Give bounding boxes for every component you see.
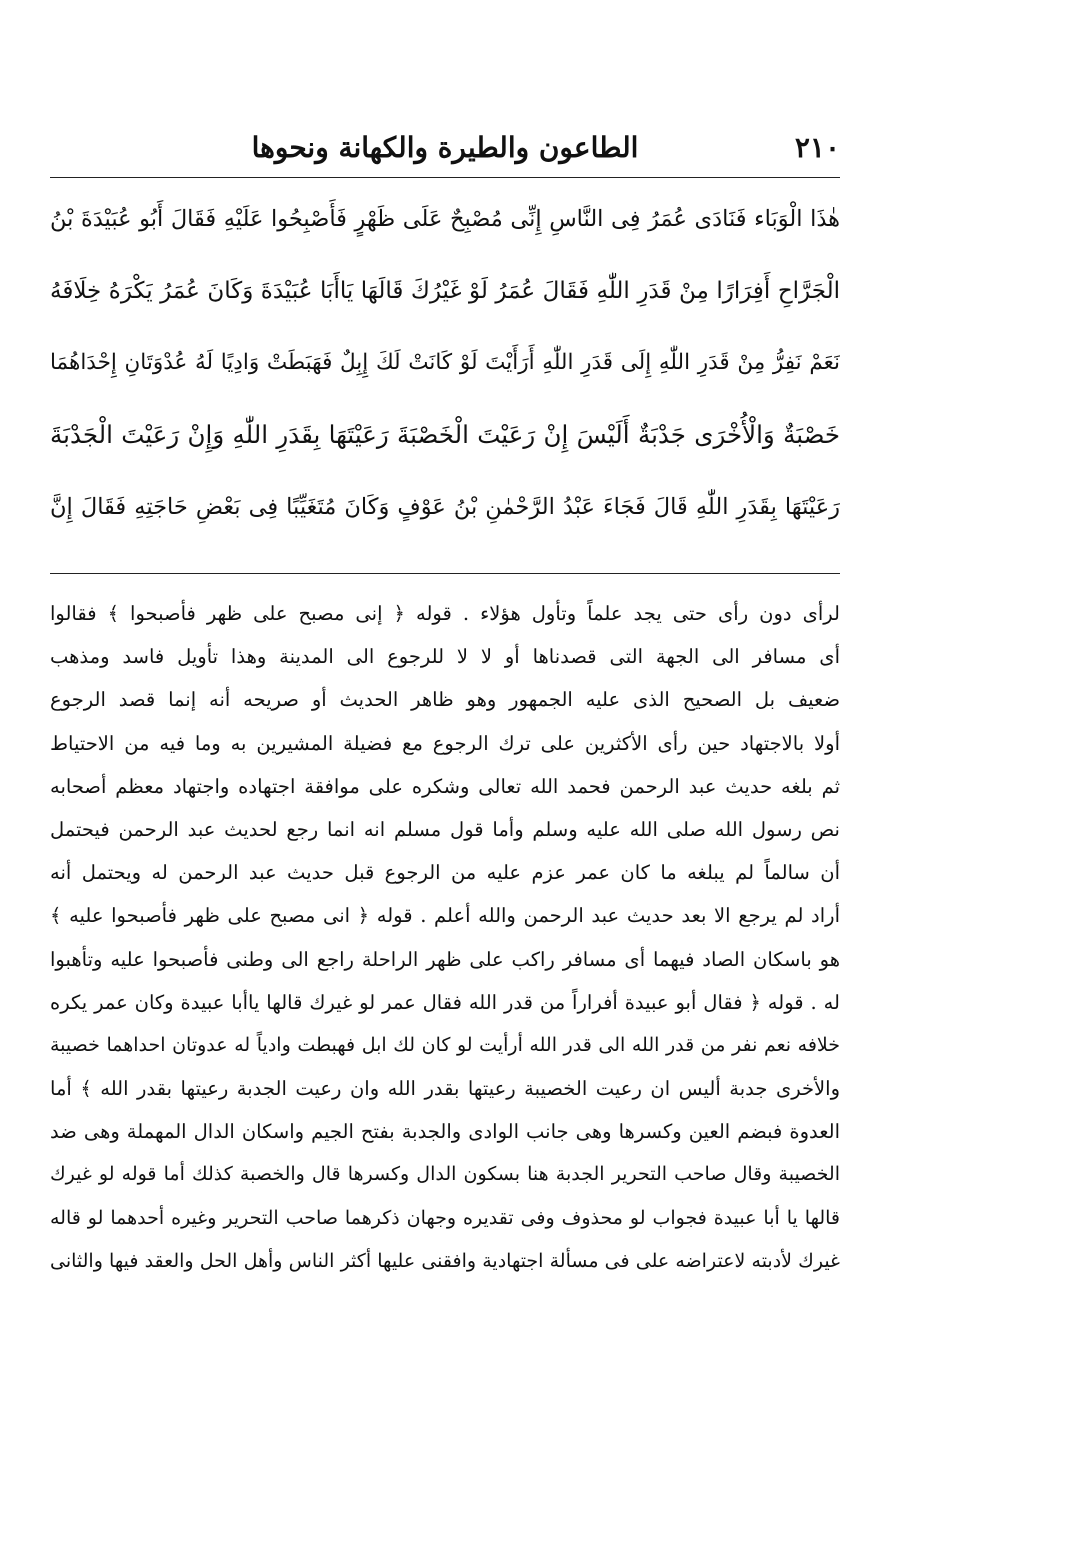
commentary-line: الخصيبة وقال صاحب التحرير الجدبة هنا بسكون الدال وكسرها قال والخصبة كذلك أما قوله لو غيرك	[50, 1163, 840, 1186]
commentary-line: خلافه نعم نفر من قدر الله الى قدر الله أرأيت لو كان لك ابل فهبطت وادياً له عدوتان احداهما خصيبة	[50, 1033, 840, 1056]
hadith-main-text	[50, 183, 840, 543]
commentary-line: أن سالماً لم يبلغه ما كان عمر عزم عليه من الرجوع قبل حديث عبد الرحمن له ويحتمل أنه	[50, 861, 840, 885]
main-text-line: هٰذَا الْوَبَاء فَنَادَى عُمَرُ فِى النَّاسِ إِنِّى مُصْبِحٌ عَلَى ظَهْرٍ فَأَصْبِحُوا عَلَيْهِ فَقَالَ أَبُو عُبَيْدَةَ بْنُ	[50, 206, 840, 232]
main-text-line: نَعَمْ نَفِرُّ مِنْ قَدَرِ اللّٰهِ إِلَى قَدَرِ اللّٰهِ أَرَأَيْتَ لَوْ كَانَتْ لَكَ إِبِلٌ فَهَبَطَتْ وَادِيًا لَهُ عُدْوَتَانِ إِحْدَاهُمَا	[50, 350, 840, 375]
commentary-line: أولا بالاجتهاد حين رأى الأكثرين على ترك الرجوع مع فضيلة المشيرين به وما فيه من الاحتياط	[50, 731, 840, 755]
commentary-line: أى مسافر الى الجهة التى قصدناها أو لا لا للرجوع الى المدينة وهذا تأويل فاسد ومذهب	[50, 645, 840, 669]
running-header	[50, 118, 840, 174]
main-text-line: الْجَرَّاحِ أَفِرَارًا مِنْ قَدَرِ اللّٰهِ فَقَالَ عُمَرُ لَوْ غَيْرُكَ قَالَهَا يَاأَبَا عُبَيْدَةَ وَكَانَ عُمَرُ يَكْرَهُ خِلَافَهُ	[50, 278, 840, 304]
commentary-line: ثم بلغه حديث عبد الرحمن فحمد الله تعالى وشكره على موافقة اجتهاده واجتهاد معظم أصحابه	[50, 774, 840, 798]
commentary-line: العدوة فبضم العين وكسرها وهى جانب الوادى والجدبة بفتح الجيم واسكان الدال المهملة وهى ضد	[50, 1120, 840, 1144]
running-title: الطاعون والطيرة والكهانة ونحوها	[251, 131, 639, 164]
commentary-text	[50, 592, 840, 1283]
header-rule	[50, 177, 840, 178]
commentary-line: والأخرى جدبة أليس ان رعيت الخصيبة رعيتها بقدر الله وان رعيت الجدبة رعيتها بقدر الله ﴾ أما	[50, 1077, 840, 1101]
main-text-line: خَصْبَةٌ وَالْأُخْرَى جَدْبَةٌ أَلَيْسَ إِنْ رَعَيْتَ الْخَصْبَةَ رَعَيْتَهَا بِقَدَرِ اللّٰهِ وَإِنْ رَعَيْتَ الْجَدْبَةَ	[50, 420, 840, 449]
main-text-line: رَعَيْتَهَا بِقَدَرِ اللّٰهِ قَالَ فَجَاءَ عَبْدُ الرَّحْمٰنِ بْنُ عَوْفٍ وَكَانَ مُتَغَيِّبًا فِى بَعْضِ حَاجَتِهِ فَقَالَ إِنَّ	[50, 494, 840, 520]
commentary-line: نص رسول الله صلى الله عليه وسلم وأما قول مسلم انه انما رجع لحديث عبد الرحمن فيحتمل	[50, 817, 840, 841]
commentary-line: غيرك لأدبته لاعتراضه على فى مسألة اجتهادية وافقنى عليها أكثر الناس وأهل الحل والعقد فيها والثانى	[50, 1249, 840, 1272]
section-divider-rule	[50, 573, 840, 574]
commentary-line: أراد لم يرجع الا بعد حديث عبد الرحمن والله أعلم . قوله ﴿ انى مصبح على ظهر فأصبحوا عليه ﴾	[50, 904, 840, 928]
commentary-line: لرأى دون رأى حتى يجد علماً وتأول هؤلاء . قوله ﴿ إنى مصبح على ظهر فأصبحوا ﴾ فقالوا	[50, 602, 840, 625]
commentary-line: هو باسكان الصاد فيهما أى مسافر راكب على ظهر الراحلة راجع الى وطنى فأصبحوا عليه وتأهبوا	[50, 947, 840, 971]
page-number: ٢١٠	[794, 131, 840, 164]
commentary-line: ضعيف بل الصحيح الذى عليه الجمهور وهو ظاهر الحديث أو صريحه أنه إنما قصد الرجوع	[50, 688, 840, 712]
commentary-line: قالها يا أبا عبيدة فجواب لو محذوف وفى تقديره وجهان ذكرهما صاحب التحرير وغيره أحدهما لو قاله	[50, 1206, 840, 1229]
commentary-line: له . قوله ﴿ فقال أبو عبيدة أفراراً من قدر الله فقال عمر لو غيرك قالها ياأبا عبيدة وكان عمر يكره	[50, 990, 840, 1014]
